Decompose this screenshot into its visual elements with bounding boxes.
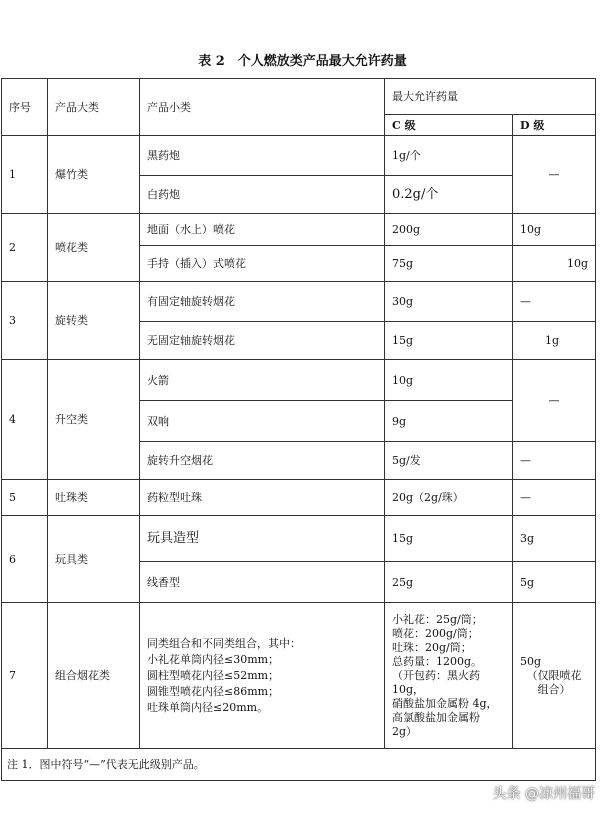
row-subcategory: 旋转升空烟花 xyxy=(140,442,385,480)
row-grade-d: 10g xyxy=(513,246,596,282)
c-line: （开包药：黑火药 xyxy=(392,668,480,682)
note-row xyxy=(2,749,596,781)
row-subcategory: 手持（插入）式喷花 xyxy=(140,246,385,282)
row-category: 组合烟花类 xyxy=(48,603,140,749)
row-subcategory: 线香型 xyxy=(140,562,385,603)
row-category: 升空类 xyxy=(48,360,140,480)
row-subcategory: 火箭 xyxy=(140,360,385,401)
row-grade-d: 5g xyxy=(513,562,596,603)
row-grade-d: — xyxy=(513,136,596,214)
row-grade-c: 9g xyxy=(385,401,513,442)
header-subcategory: 产品小类 xyxy=(140,79,385,136)
d-line: 50g xyxy=(520,654,542,668)
row-grade-c: 5g/发 xyxy=(385,442,513,480)
sub-line: 吐珠单筒内径≤20mm。 xyxy=(147,700,269,714)
table-title: 表 2 个人燃放类产品最大允许药量 xyxy=(198,54,407,69)
row-grade-d: — xyxy=(513,360,596,442)
row-subcategory: 白药炮 xyxy=(140,176,385,214)
header-category: 产品大类 xyxy=(48,79,140,136)
row-grade-c: 15g xyxy=(385,516,513,562)
row-grade-c: 15g xyxy=(385,322,513,360)
row-grade-d: 3g xyxy=(513,516,596,562)
c-line: 硝酸盐加金属粉 4g， xyxy=(392,696,498,710)
max-dose-table xyxy=(1,78,596,781)
header-grade-c: C 级 xyxy=(385,115,513,136)
sub-line: 同类组合和不同类组合，其中： xyxy=(147,636,301,650)
c-line: 小礼花：25g/筒； xyxy=(392,612,483,626)
row-grade-c: 10g xyxy=(385,360,513,401)
row-no: 4 xyxy=(2,360,48,480)
c-line: 总药量：1200g。 xyxy=(392,654,483,668)
row-category: 喷花类 xyxy=(48,214,140,282)
row-category: 吐珠类 xyxy=(48,480,140,516)
table-row xyxy=(2,360,596,401)
row-grade-c: 20g（2g/珠） xyxy=(385,480,513,516)
watermark: 头条 @凉州福哥 xyxy=(492,786,595,802)
row-grade-c-lines xyxy=(385,603,513,749)
row-subcategory: 药粒型吐珠 xyxy=(140,480,385,516)
sub-line: 圆柱型喷花内径≤52mm； xyxy=(147,668,280,682)
c-line: 喷花：200g/筒； xyxy=(392,626,479,640)
row-no: 6 xyxy=(2,516,48,603)
row-subcategory: 玩具造型 xyxy=(140,516,385,562)
row-subcategory: 有固定轴旋转烟花 xyxy=(140,282,385,322)
row-grade-c: 1g/个 xyxy=(385,136,513,176)
c-line: 高氯酸盐加金属粉 xyxy=(392,710,480,724)
table-row xyxy=(2,603,596,749)
row-grade-c: 25g xyxy=(385,562,513,603)
row-no: 7 xyxy=(2,603,48,749)
sub-line: 小礼花单筒内径≤30mm； xyxy=(147,652,280,666)
row-subcategory: 无固定轴旋转烟花 xyxy=(140,322,385,360)
d-line: 组合） xyxy=(537,682,571,696)
row-grade-c: 200g xyxy=(385,214,513,246)
row-grade-d: — xyxy=(513,480,596,516)
table-row xyxy=(2,214,596,246)
c-line: 10g， xyxy=(392,682,425,696)
header-row xyxy=(2,79,596,115)
row-no: 3 xyxy=(2,282,48,360)
table-note: 注 1．图中符号“—”代表无此级别产品。 xyxy=(2,749,596,781)
header-grade-d: D 级 xyxy=(513,115,596,136)
row-grade-d-lines xyxy=(513,603,596,749)
row-subcategory: 黑药炮 xyxy=(140,136,385,176)
row-category: 爆竹类 xyxy=(48,136,140,214)
row-no: 1 xyxy=(2,136,48,214)
row-subcategory-lines xyxy=(140,603,385,749)
row-grade-c: 0.2g/个 xyxy=(385,176,513,214)
c-line: 2g） xyxy=(392,724,418,738)
row-no: 2 xyxy=(2,214,48,282)
header-no: 序号 xyxy=(2,79,48,136)
row-grade-d: 1g xyxy=(513,322,596,360)
row-no: 5 xyxy=(2,480,48,516)
row-category: 玩具类 xyxy=(48,516,140,603)
d-line: （仅限喷花 xyxy=(526,668,582,682)
row-grade-d: — xyxy=(513,282,596,322)
header-max-dose: 最大允许药量 xyxy=(385,79,596,115)
table-row xyxy=(2,480,596,516)
sub-line: 圆锥型喷花内径≤86mm； xyxy=(147,684,280,698)
table-row xyxy=(2,136,596,176)
table-row xyxy=(2,282,596,322)
row-category: 旋转类 xyxy=(48,282,140,360)
row-grade-d: 10g xyxy=(513,214,596,246)
c-line: 吐珠：20g/筒； xyxy=(392,640,472,654)
row-subcategory: 地面（水上）喷花 xyxy=(140,214,385,246)
row-grade-d: — xyxy=(513,442,596,480)
row-subcategory: 双响 xyxy=(140,401,385,442)
row-grade-c: 30g xyxy=(385,282,513,322)
row-grade-c: 75g xyxy=(385,246,513,282)
table-row xyxy=(2,516,596,562)
